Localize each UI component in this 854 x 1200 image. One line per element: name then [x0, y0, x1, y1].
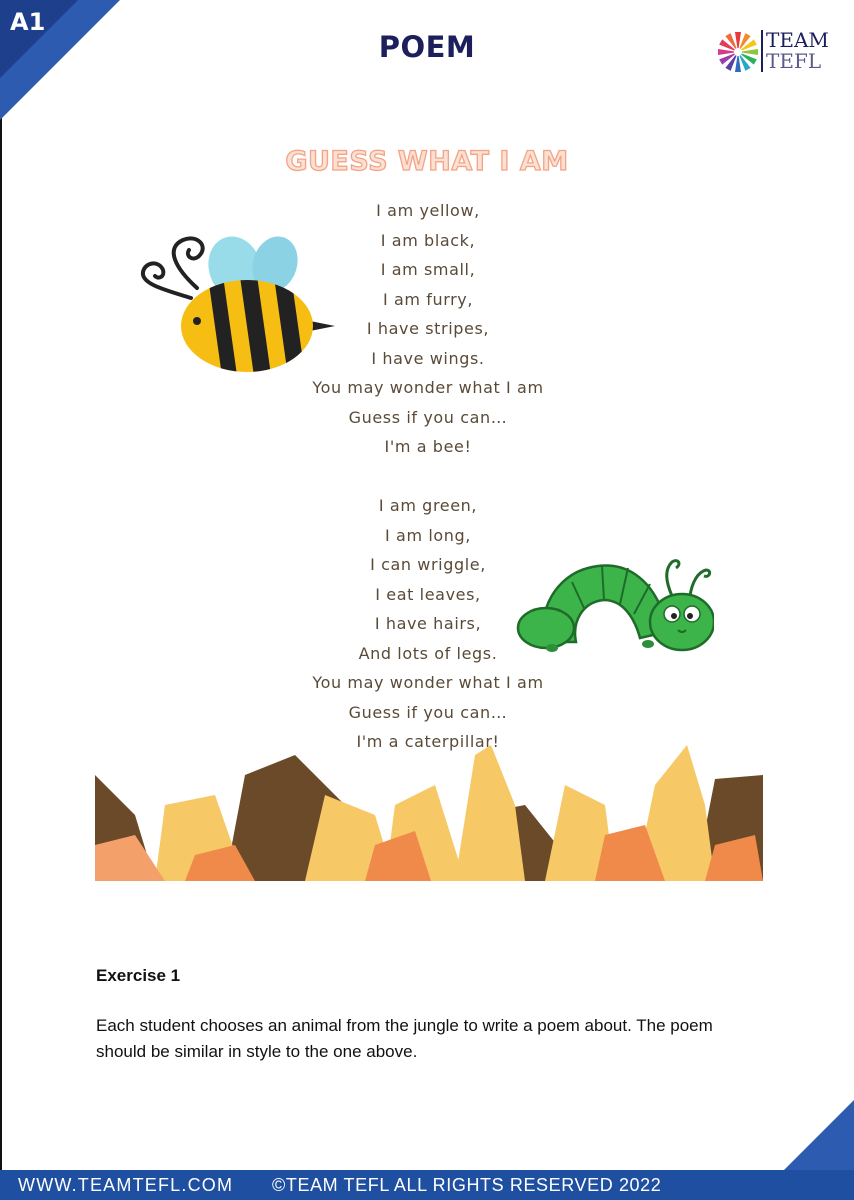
poem-line: You may wonder what I am	[312, 673, 544, 692]
poem-line: I am yellow,	[376, 201, 480, 220]
poem-line: I am small,	[380, 260, 476, 279]
logo-line-team: TEAM	[766, 28, 829, 52]
poem-line: And lots of legs.	[358, 643, 498, 663]
exercise-heading: Exercise 1	[96, 966, 181, 985]
footer-copyright: ©TEAM TEFL ALL RIGHTS RESERVED 2022	[272, 1175, 662, 1195]
poem-line: I eat leaves,	[375, 584, 481, 604]
poem-line: I am green,	[378, 496, 478, 515]
poem-line: I'm a caterpillar!	[356, 732, 500, 751]
corner-decoration-bottom-right	[744, 1100, 854, 1170]
exercise-instructions: Each student chooses an animal from the jungle to write a poem about. The poem should be similar in style to the one above.	[96, 1016, 713, 1061]
logo-divider	[761, 30, 763, 72]
poem-line: I'm a bee!	[384, 437, 472, 456]
level-badge: A1	[10, 8, 46, 36]
poem-line: Guess if you can…	[348, 407, 508, 427]
footer-bar	[0, 1170, 854, 1200]
page-border	[0, 0, 2, 1200]
poem-line: Guess if you can…	[348, 702, 508, 722]
poem-line: I can wriggle,	[370, 555, 486, 574]
poem-line: I have hairs,	[374, 614, 482, 633]
poem-line: I have stripes,	[366, 319, 490, 338]
team-tefl-logo-icon	[716, 30, 760, 74]
poem-title: GUESS WHAT I AM	[285, 146, 569, 177]
caterpillar-illustration	[516, 552, 714, 654]
logo-text	[766, 30, 829, 72]
poem-line: I am long,	[385, 525, 471, 545]
poem-line: I am furry,	[382, 289, 474, 309]
footer-website: WWW.TEAMTEFL.COM	[18, 1175, 234, 1195]
autumn-leaves-illustration	[95, 745, 763, 881]
bee-illustration	[135, 228, 340, 378]
logo-line-tefl: TEFL	[766, 49, 822, 73]
page-title: POEM	[378, 30, 476, 64]
poem-line: You may wonder what I am	[312, 378, 544, 397]
poem-line: I am black,	[380, 230, 476, 250]
poem-line: I have wings.	[371, 348, 485, 368]
team-tefl-logo	[716, 28, 836, 76]
